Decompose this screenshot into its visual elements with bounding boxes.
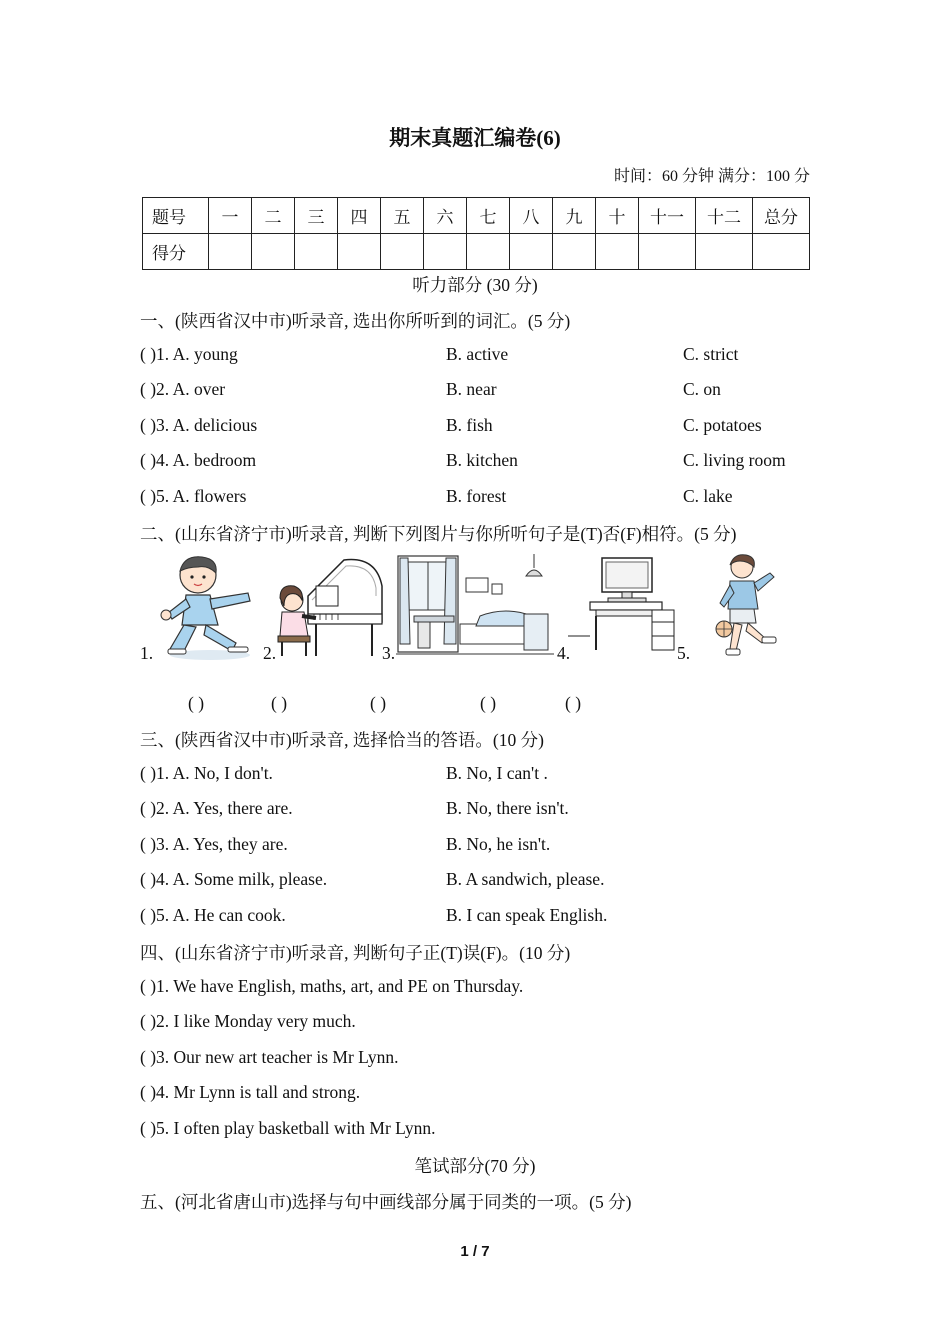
option-b: B. No, I can't . (446, 763, 548, 783)
score-cell[interactable] (295, 234, 338, 270)
question-3-2: ( )2. A. Yes, there are. (140, 798, 293, 818)
table-cell: 八 (510, 198, 553, 234)
score-cell[interactable] (753, 234, 810, 270)
score-cell[interactable] (696, 234, 753, 270)
question-3-3: ( )3. A. Yes, they are. (140, 834, 288, 854)
answer-blank-1[interactable]: ( ) (188, 693, 205, 713)
score-cell[interactable] (510, 234, 553, 270)
section-5-heading: 五、(河北省唐山市)选择与句中画线部分属于同类的一项。(5 分) (140, 1192, 632, 1212)
question-3-5: ( )5. A. He can cook. (140, 905, 286, 925)
option-b: B. No, there isn't. (446, 798, 569, 818)
score-cell[interactable] (338, 234, 381, 270)
score-table-score-row (143, 234, 810, 270)
table-cell: 总分 (753, 198, 810, 234)
girl-playing-piano-image (272, 556, 384, 660)
score-cell[interactable] (252, 234, 295, 270)
question-1-1: ( )1. A. young (140, 344, 238, 364)
section-3-heading: 三、(陕西省汉中市)听录音, 选择恰当的答语。(10 分) (140, 730, 544, 750)
option-b: B. near (446, 379, 497, 399)
option-b: B. No, he isn't. (446, 834, 551, 854)
answer-blank-3[interactable]: ( ) (370, 693, 387, 713)
section-1-heading: 一、(陕西省汉中市)听录音, 选出你所听到的词汇。(5 分) (140, 311, 571, 331)
score-cell[interactable] (553, 234, 596, 270)
boy-basketball-image (712, 553, 784, 661)
question-1-4: ( )4. A. bedroom (140, 450, 257, 470)
picture-label-1: 1. (140, 643, 154, 663)
question-4-2: ( )2. I like Monday very much. (140, 1011, 356, 1031)
listening-section-header: 听力部分 (30 分) (412, 275, 538, 295)
table-cell: 十 (596, 198, 639, 234)
table-cell: 七 (467, 198, 510, 234)
section-4-heading: 四、(山东省济宁市)听录音, 判断句子正(T)误(F)。(10 分) (140, 943, 571, 963)
option-b: B. active (446, 344, 509, 364)
option-b: B. A sandwich, please. (446, 869, 605, 889)
table-cell: 九 (553, 198, 596, 234)
question-4-1: ( )1. We have English, maths, art, and PE on Thursday. (140, 976, 524, 996)
table-cell: 十一 (639, 198, 696, 234)
question-3-1: ( )1. A. No, I don't. (140, 763, 273, 783)
score-cell[interactable] (467, 234, 510, 270)
table-cell: 题号 (143, 198, 209, 234)
table-cell: 五 (381, 198, 424, 234)
score-cell[interactable] (596, 234, 639, 270)
table-cell: 十二 (696, 198, 753, 234)
table-cell: 六 (424, 198, 467, 234)
score-cell[interactable] (424, 234, 467, 270)
score-cell[interactable] (209, 234, 252, 270)
option-b: B. kitchen (446, 450, 518, 470)
option-c: C. potatoes (683, 415, 762, 435)
question-1-3: ( )3. A. delicious (140, 415, 258, 435)
picture-label-3: 3. (382, 643, 396, 663)
page-number: 1 / 7 (460, 1243, 490, 1260)
table-cell: 得分 (143, 234, 209, 270)
answer-blank-4[interactable]: ( ) (480, 693, 497, 713)
option-c: C. lake (683, 486, 733, 506)
option-c: C. living room (683, 450, 786, 470)
question-4-4: ( )4. Mr Lynn is tall and strong. (140, 1082, 361, 1102)
table-cell: 一 (209, 198, 252, 234)
question-3-4: ( )4. A. Some milk, please. (140, 869, 328, 889)
table-cell: 三 (295, 198, 338, 234)
option-c: C. on (683, 379, 721, 399)
question-4-3: ( )3. Our new art teacher is Mr Lynn. (140, 1047, 399, 1067)
score-cell[interactable] (639, 234, 696, 270)
section-2-heading: 二、(山东省济宁市)听录音, 判断下列图片与你所听句子是(T)否(F)相符。(5 分) (140, 524, 737, 544)
tai-chi-boy-image (160, 553, 260, 661)
picture-label-5: 5. (677, 643, 691, 663)
exam-meta: 时间：60 分钟 满分：100 分 (613, 168, 810, 185)
score-table-header-row (143, 198, 810, 234)
table-cell: 二 (252, 198, 295, 234)
question-4-5: ( )5. I often play basketball with Mr Lynn. (140, 1118, 436, 1138)
option-b: B. fish (446, 415, 493, 435)
question-1-5: ( )5. A. flowers (140, 486, 247, 506)
score-cell[interactable] (381, 234, 424, 270)
picture-label-2: 2. (263, 643, 277, 663)
score-table (142, 197, 810, 270)
option-b: B. I can speak English. (446, 905, 608, 925)
option-b: B. forest (446, 486, 507, 506)
writing-section-header: 笔试部分(70 分) (414, 1156, 536, 1176)
answer-blank-2[interactable]: ( ) (271, 693, 288, 713)
answer-blank-5[interactable]: ( ) (565, 693, 582, 713)
computer-desk-image (568, 556, 680, 654)
page-title: 期末真题汇编卷(6) (389, 126, 561, 150)
table-cell: 四 (338, 198, 381, 234)
picture-label-4: 4. (557, 643, 571, 663)
bedroom-image (396, 554, 554, 660)
question-1-2: ( )2. A. over (140, 379, 226, 399)
option-c: C. strict (683, 344, 739, 364)
